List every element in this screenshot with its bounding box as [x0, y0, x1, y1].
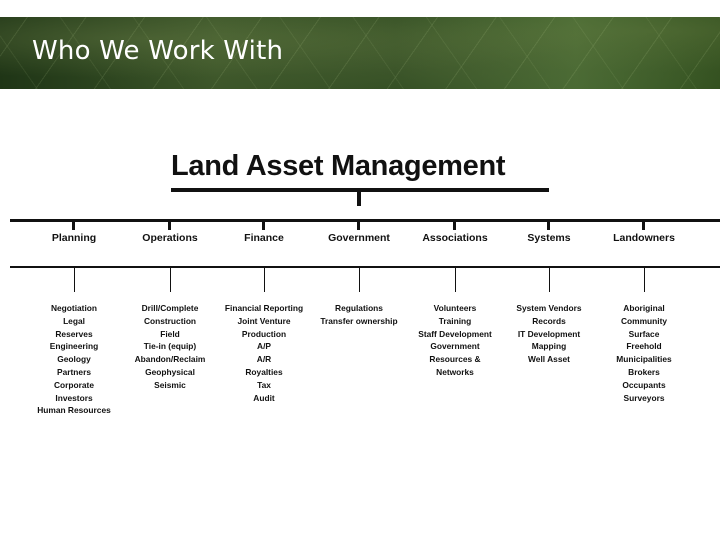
- list-item: Resources &: [429, 354, 481, 365]
- list-item: Training: [438, 315, 472, 326]
- item-list-systems: [499, 302, 599, 366]
- list-item: Joint Venture: [237, 315, 291, 326]
- list-item: Audit: [253, 392, 275, 403]
- item-list-associations: [405, 302, 505, 379]
- list-item: Mapping: [531, 341, 567, 352]
- drop-line-systems: [549, 268, 550, 292]
- list-item: A/R: [256, 354, 272, 365]
- list-item: Construction: [143, 315, 197, 326]
- items-divider: [10, 266, 720, 268]
- list-item: Community: [620, 315, 668, 326]
- category-government: Government: [328, 232, 390, 244]
- list-item: Tax: [257, 379, 271, 390]
- list-item: Aboriginal: [623, 303, 665, 313]
- list-item: Legal: [63, 315, 85, 326]
- category-landowners: Landowners: [613, 232, 675, 244]
- list-item: Government: [430, 341, 480, 352]
- drop-line-landowners: [644, 268, 645, 292]
- category-operations: Operations: [142, 232, 198, 244]
- item-list-planning: [24, 302, 124, 417]
- list-item: Records: [532, 315, 566, 326]
- list-item: Engineering: [49, 341, 99, 352]
- list-item: Networks: [436, 366, 474, 377]
- category-systems: Systems: [527, 232, 571, 244]
- list-item: Seismic: [154, 379, 186, 390]
- list-item: Surface: [628, 328, 660, 339]
- list-item: Production: [241, 328, 287, 339]
- list-item: Brokers: [628, 366, 660, 377]
- list-item: Freehold: [626, 341, 662, 352]
- connector-finance: [262, 222, 265, 230]
- item-list-government: [309, 302, 409, 328]
- item-list-finance: [214, 302, 314, 404]
- list-item: IT Development: [517, 328, 581, 339]
- connector-government: [357, 222, 360, 230]
- list-item: Staff Development: [418, 328, 492, 339]
- drop-line-associations: [455, 268, 456, 292]
- drop-line-planning: [74, 268, 75, 292]
- list-item: Volunteers: [433, 303, 477, 313]
- drop-line-operations: [170, 268, 171, 292]
- list-item: Occupants: [622, 379, 666, 390]
- list-item: A/P: [257, 341, 271, 352]
- list-item: Surveyors: [623, 392, 665, 403]
- list-item: Human Resources: [37, 405, 111, 416]
- connector-systems: [547, 222, 550, 230]
- category-bar: [10, 219, 720, 222]
- drop-line-government: [359, 268, 360, 292]
- item-list-operations: [120, 302, 220, 392]
- category-planning: Planning: [51, 232, 97, 244]
- title-stem: [357, 192, 361, 206]
- list-item: Geology: [57, 354, 91, 365]
- list-item: Drill/Complete: [141, 303, 199, 313]
- list-item: Corporate: [53, 379, 95, 390]
- list-item: Field: [160, 328, 180, 339]
- category-finance: Finance: [244, 232, 284, 244]
- list-item: Geophysical: [145, 366, 195, 377]
- connector-operations: [168, 222, 171, 230]
- list-item: Abandon/Reclaim: [134, 354, 206, 365]
- connector-planning: [72, 222, 75, 230]
- drop-line-finance: [264, 268, 265, 292]
- list-item: Negotiation: [50, 303, 98, 313]
- list-item: Financial Reporting: [224, 303, 304, 313]
- list-item: Tie-in (equip): [143, 341, 197, 352]
- connector-associations: [453, 222, 456, 230]
- list-item: Reserves: [55, 328, 93, 339]
- connector-landowners: [642, 222, 645, 230]
- slide-title: Who We Work With: [32, 36, 284, 66]
- item-list-landowners: [594, 302, 694, 404]
- list-item: Partners: [57, 366, 91, 377]
- list-item: Municipalities: [616, 354, 672, 365]
- list-item: System Vendors: [516, 303, 582, 313]
- list-item: Regulations: [335, 303, 383, 313]
- diagram-title: Land Asset Management: [171, 150, 506, 182]
- list-item: Royalties: [245, 366, 283, 377]
- list-item: Well Asset: [528, 354, 570, 365]
- title-banner: [0, 17, 720, 89]
- list-item: Investors: [55, 392, 93, 403]
- list-item: Transfer ownership: [320, 315, 398, 326]
- category-associations: Associations: [422, 232, 488, 244]
